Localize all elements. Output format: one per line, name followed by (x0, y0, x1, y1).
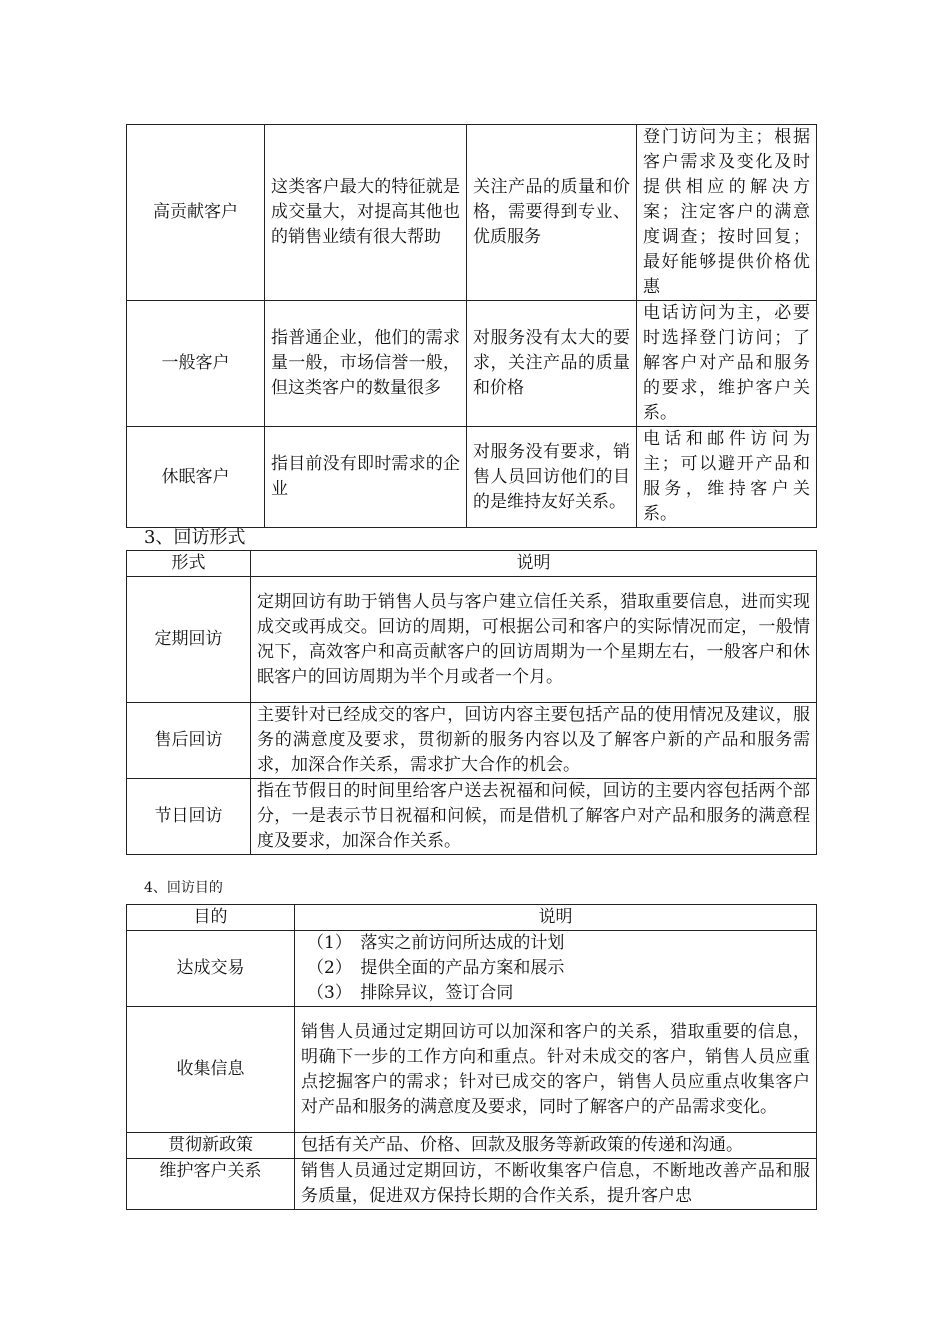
section-4-heading: 4、回访目的 (144, 880, 223, 896)
visit-method-cell: 电话和邮件访问为主；可以避开产品和服务，维持客户关系。 (637, 427, 817, 528)
purpose-name-cell: 达成交易 (127, 931, 295, 1007)
table-header-row (127, 551, 817, 577)
table-row (127, 577, 817, 703)
purpose-name-cell: 贯彻新政策 (127, 1133, 295, 1159)
customer-type-table (126, 124, 817, 528)
purpose-desc-cell: 销售人员通过定期回访可以加深和客户的关系，猎取重要的信息，明确下一步的工作方向和重点。针对未成交的客户，销售人员应重点挖掘客户的需求；针对已成交的客户，销售人员应重点收集客户对产品和服务的满意度及要求，同时了解客户的产品需求变化。 (295, 1007, 817, 1133)
customer-need-cell: 对服务没有要求，销售人员回访他们的目的是维持友好关系。 (467, 427, 637, 528)
list-item: （3） 排除异议，签订合同 (307, 983, 514, 1003)
table-row (127, 703, 817, 779)
visit-method-cell: 电话访问为主，必要时选择登门访问；了解客户对产品和服务的要求，维护客户关系。 (637, 301, 817, 427)
customer-trait-cell: 这类客户最大的特征就是成交量大，对提高其他也的销售业绩有很大帮助 (265, 125, 467, 301)
form-name-cell: 定期回访 (127, 577, 251, 703)
form-desc-cell: 主要针对已经成交的客户，回访内容主要包括产品的使用情况及建议，服务的满意度及要求，贯彻新的服务内容以及了解客户新的产品和服务需求，加深合作关系，需求扩大合作的机会。 (251, 703, 817, 779)
customer-trait-cell: 指目前没有即时需求的企业 (265, 427, 467, 528)
customer-need-cell: 关注产品的质量和价格，需要得到专业、优质服务 (467, 125, 637, 301)
table-row (127, 1159, 817, 1210)
visit-form-table (126, 550, 817, 855)
table-row (127, 931, 817, 1007)
table-row (127, 1133, 817, 1159)
header-purpose: 目的 (127, 905, 295, 931)
section-3-heading: 3、回访形式 (144, 527, 246, 548)
table-row (127, 779, 817, 855)
form-name-cell: 售后回访 (127, 703, 251, 779)
purpose-desc-cell: 销售人员通过定期回访，不断收集客户信息，不断地改善产品和服务质量，促进双方保持长期的合作关系，提升客户忠 (295, 1159, 817, 1210)
table-row (127, 427, 817, 528)
visit-purpose-table (126, 904, 817, 1210)
table-row (127, 301, 817, 427)
table-row (127, 1007, 817, 1133)
list-item: （2） 提供全面的产品方案和展示 (307, 958, 565, 978)
header-description: 说明 (295, 905, 817, 931)
purpose-name-cell: 维护客户关系 (127, 1159, 295, 1210)
purpose-desc-cell: 包括有关产品、价格、回款及服务等新政策的传递和沟通。 (295, 1133, 817, 1159)
header-form: 形式 (127, 551, 251, 577)
customer-trait-cell: 指普通企业，他们的需求量一般，市场信誉一般，但这类客户的数量很多 (265, 301, 467, 427)
table-row (127, 125, 817, 301)
form-desc-cell: 指在节假日的时间里给客户送去祝福和问候，回访的主要内容包括两个部分，一是表示节日祝福和问候，而是借机了解客户对产品和服务的满意程度及要求，加深合作关系。 (251, 779, 817, 855)
purpose-name-cell: 收集信息 (127, 1007, 295, 1133)
customer-need-cell: 对服务没有太大的要求，关注产品的质量和价格 (467, 301, 637, 427)
form-name-cell: 节日回访 (127, 779, 251, 855)
customer-type-cell: 高贡献客户 (127, 125, 265, 301)
customer-type-cell: 休眠客户 (127, 427, 265, 528)
customer-type-cell: 一般客户 (127, 301, 265, 427)
header-description: 说明 (251, 551, 817, 577)
form-desc-cell: 定期回访有助于销售人员与客户建立信任关系，猎取重要信息，进而实现成交或再成交。回访的周期，可根据公司和客户的实际情况而定，一般情况下，高效客户和高贡献客户的回访周期为一个星期左右，一般客户和休眠客户的回访周期为半个月或者一个月。 (251, 577, 817, 703)
table-header-row (127, 905, 817, 931)
list-item: （1） 落实之前访问所达成的计划 (307, 933, 565, 953)
purpose-desc-cell (295, 931, 817, 1007)
visit-method-cell: 登门访问为主；根据客户需求及变化及时提供相应的解决方案；注定客户的满意度调查；按时回复；最好能够提供价格优惠 (637, 125, 817, 301)
